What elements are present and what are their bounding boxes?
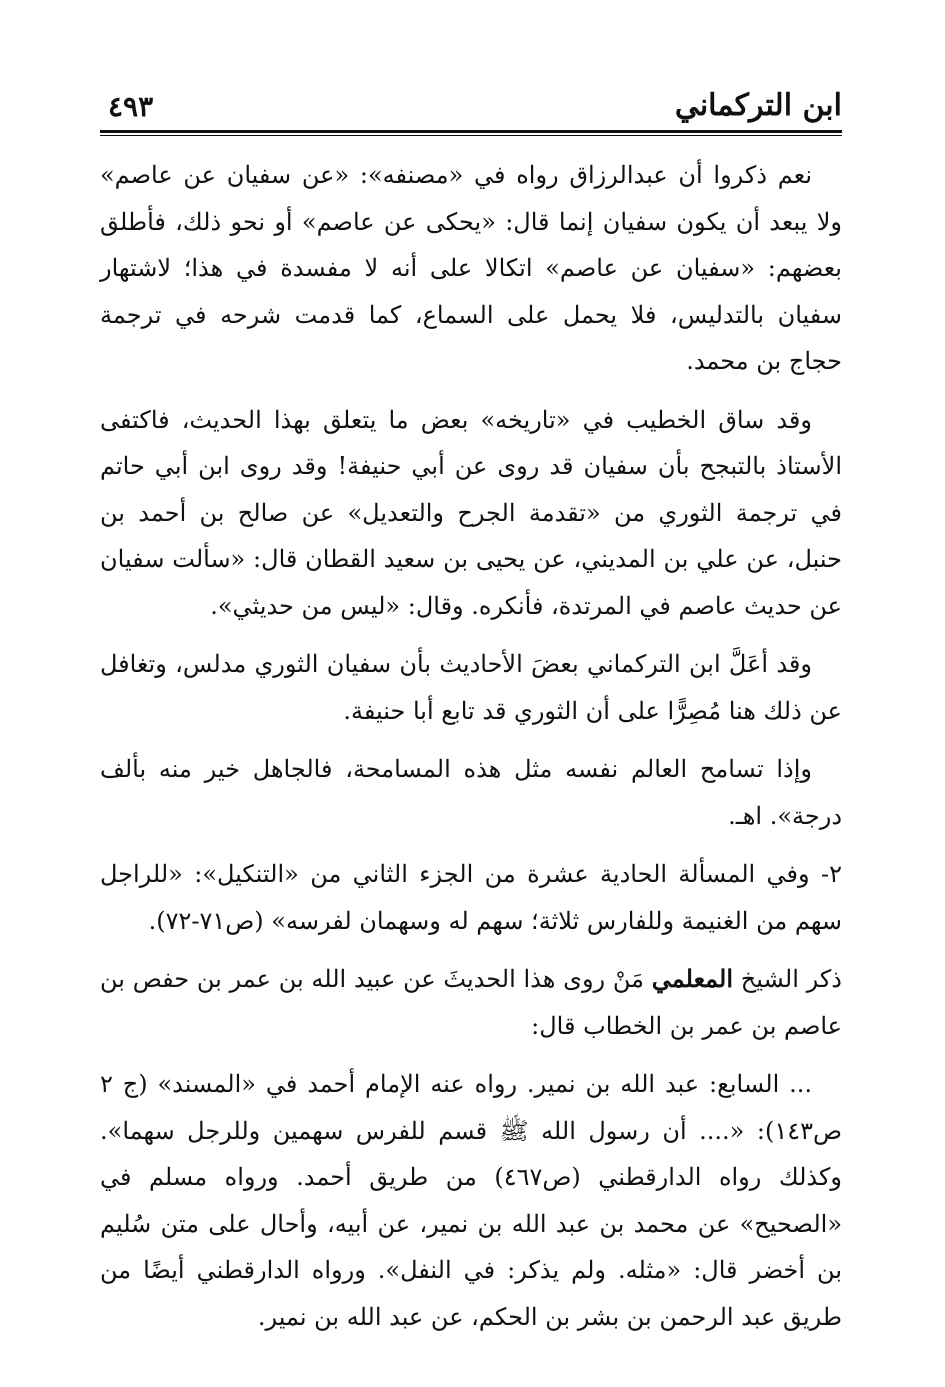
header-rule-thick <box>100 130 842 133</box>
page-number: ٤٩٣ <box>108 90 154 123</box>
page-header <box>100 78 842 136</box>
paragraph-4: وإذا تسامح العالم نفسه مثل هذه المسامحة، فالجاهل خير منه بألف درجة». اهـ. <box>100 755 842 830</box>
paragraph-7: ... السابع: عبد الله بن نمير. رواه عنه الإمام أحمد في «المسند» (ج ٢ ص١٤٣): «.... أن رسول الله ﷺ قسم للفرس سهمين وللرجل سهما». وكذلك رواه الدارقطني (ص٤٦٧) من طريق أحمد. ورواه مسلم في «الصحيح» عن محمد بن عبد الله بن نمير، عن أبيه، وأحال على متن سُليم بن أخضر قال: «مثله. ولم يذكر: في النفل». ورواه الدارقطني أيضًا من طريق عبد الرحمن بن بشر بن الحكم، عن عبد الله بن نمير. <box>100 1070 842 1331</box>
running-title: ابن التركماني <box>674 88 842 123</box>
paragraph-1: نعم ذكروا أن عبدالرزاق رواه في «مصنفه»: «عن سفيان عن عاصم» ولا يبعد أن يكون سفيان إنما قال: «يحكى عن عاصم» أو نحو ذلك، فأطلق بعضهم: «سفيان عن عاصم» اتكالا على أنه لا مفسدة في هذا؛ لاشتهار سفيان بالتدليس، فلا يحمل على السماع، كما قدمت شرحه في ترجمة حجاج بن محمد. <box>100 161 842 375</box>
paragraph-6 <box>100 956 842 1049</box>
header-rule-thin <box>100 135 842 136</box>
author-name-bold: المعلمي <box>651 964 734 993</box>
paragraph-2: وقد ساق الخطيب في «تاريخه» بعض ما يتعلق بهذا الحديث، فاكتفى الأستاذ بالتبجح بأن سفيان قد روى عن أبي حنيفة! وقد روى ابن أبي حاتم في ترجمة الثوري من «تقدمة الجرح والتعديل» عن صالح بن أحمد بن حنبل، عن علي بن المديني، عن يحيى بن سعيد القطان قال: «سألت سفيان عن حديث عاصم في المرتدة، فأنكره. وقال: «ليس من حديثي». <box>100 405 842 620</box>
body-text <box>100 152 842 1352</box>
paragraph-3: وقد أعَلَّ ابن التركماني بعضَ الأحاديث بأن سفيان الثوري مدلس، وتغافل عن ذلك هنا مُصِرًّا على أن الثوري قد تابع أبا حنيفة. <box>100 650 842 725</box>
paragraph-6-end: مَنْ روى هذا الحديثَ عن عبيد الله بن عمر بن حفص بن عاصم بن عمر بن الخطاب قال: <box>100 965 842 1040</box>
paragraph-5: ٢- وفي المسألة الحادية عشرة من الجزء الثاني من «التنكيل»: «للراجل سهم من الغنيمة وللفارس ثلاثة؛ سهم له وسهمان لفرسه» (ص٧١-٧٢). <box>100 860 842 935</box>
paragraph-6-start: ذكر الشيخ <box>733 965 842 993</box>
